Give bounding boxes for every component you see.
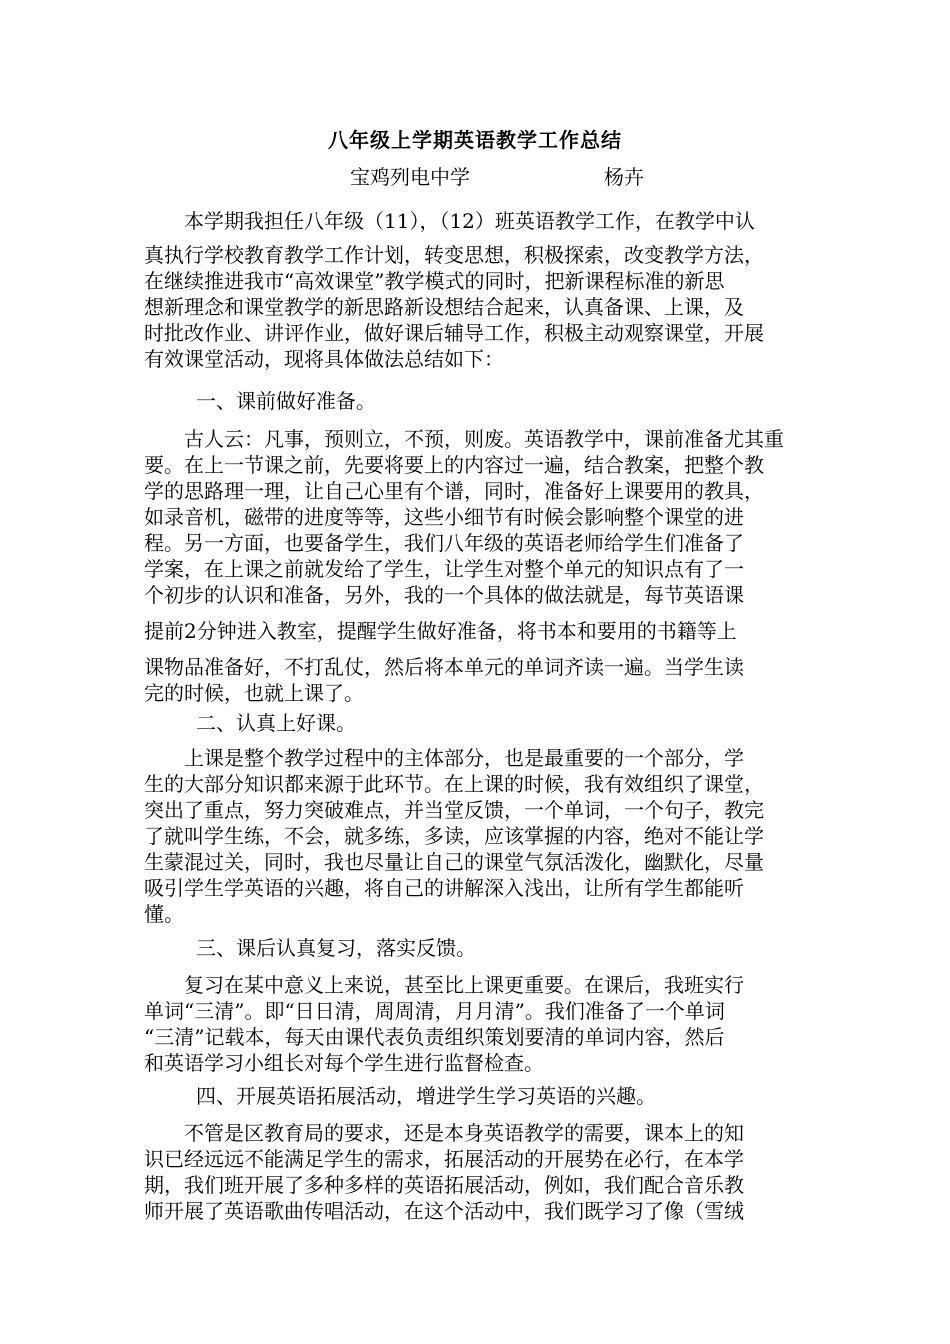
paragraph-section-4	[144, 1120, 808, 1224]
text-line: 吸引学生学英语的兴趣，将自己的讲解深入浅出，让所有学生都能听	[144, 876, 744, 900]
text-line: 了就叫学生练，不会，就多练，多读，应该掌握的内容，绝对不能让学	[144, 824, 764, 848]
paragraph-intro	[144, 208, 808, 372]
section-heading-4: 四、开展英语拓展活动，增进学生学习英语的兴趣。	[196, 1084, 656, 1108]
text-line: 真执行学校教育教学工作计划，转变思想，积极探索，改变教学方法，	[144, 243, 764, 267]
text-line: 在继续推进我市“高效课堂”教学模式的同时，把新课程标准的新思	[144, 269, 725, 293]
text-line: 上课是整个教学过程中的主体部分，也是最重要的一个部分，学	[144, 746, 744, 770]
text-line: 课物品准备好，不打乱仗，然后将本单元的单词齐读一遍。当学生读	[144, 655, 744, 679]
text-line: “三清”记载本，每天由课代表负责组织策划要清的单词内容，然后	[144, 1025, 725, 1049]
text-line: 本学期我担任八年级（11），（12）班英语教学工作，在教学中认	[144, 209, 755, 233]
section-heading-1: 一、课前做好准备。	[196, 389, 376, 413]
text-line: 生蒙混过关，同时，我也尽量让自己的课堂气氛活泼化，幽默化，尽量	[144, 850, 764, 874]
text-line: 学的思路理一理，让自己心里有个谱，同时，准备好上课要用的教具，	[144, 479, 764, 503]
school-name: 宝鸡列电中学	[350, 165, 470, 189]
text-line: 突出了重点，努力突破难点，并当堂反馈，一个单词，一个句子，教完	[144, 798, 764, 822]
text-line: 和英语学习小组长对每个学生进行监督检查。	[144, 1051, 544, 1075]
text-line: 单词“三清”。即“日日清，周周清，月月清”。我们准备了一个单词	[144, 999, 725, 1023]
text-line: 不管是区教育局的要求，还是本身英语教学的需要，课本上的知	[144, 1121, 744, 1145]
paragraph-section-1	[144, 426, 808, 706]
paragraph-section-3	[144, 972, 808, 1076]
text-line: 有效课堂活动，现将具体做法总结如下：	[144, 347, 504, 371]
text-line: 提前2分钟进入教室，提醒学生做好准备，将书本和要用的书籍等上	[144, 619, 737, 643]
text-line: 时批改作业、讲评作业，做好课后辅导工作，积极主动观察课堂，开展	[144, 321, 764, 345]
text-line: 生的大部分知识都来源于此环节。在上课的时候，我有效组织了课堂，	[144, 772, 764, 796]
section-heading-3: 三、课后认真复习，落实反馈。	[196, 936, 476, 960]
text-line: 要。在上一节课之前，先要将要上的内容过一遍，结合教案，把整个教	[144, 453, 764, 477]
text-line: 师开展了英语歌曲传唱活动，在这个活动中，我们既学习了像（雪绒	[144, 1199, 744, 1223]
text-line: 识已经远远不能满足学生的需求，拓展活动的开展势在必行，在本学	[144, 1147, 744, 1171]
text-line: 完的时候，也就上课了。	[144, 681, 364, 705]
document-title: 八年级上学期英语教学工作总结	[328, 128, 622, 152]
text-line: 想新理念和课堂教学的新思路新设想结合起来，认真备课、上课，及	[144, 295, 744, 319]
section-heading-2: 二、认真上好课。	[196, 711, 356, 735]
text-line: 如录音机，磁带的进度等等，这些小细节有时候会影响整个课堂的进	[144, 505, 744, 529]
text-line: 期，我们班开展了多种多样的英语拓展活动，例如，我们配合音乐教	[144, 1173, 744, 1197]
text-line: 个初步的认识和准备，另外，我的一个具体的做法就是，每节英语课	[144, 583, 744, 607]
author-name: 杨卉	[604, 165, 644, 189]
text-line: 古人云：凡事，预则立，不预，则废。英语教学中，课前准备尤其重	[144, 427, 784, 451]
paragraph-section-2	[144, 745, 808, 927]
text-line: 复习在某中意义上来说，甚至比上课更重要。在课后，我班实行	[144, 973, 744, 997]
text-line: 懂。	[144, 902, 184, 926]
text-line: 程。另一方面，也要备学生，我们八年级的英语老师给学生们准备了	[144, 531, 744, 555]
text-line: 学案，在上课之前就发给了学生，让学生对整个单元的知识点有了一	[144, 557, 744, 581]
